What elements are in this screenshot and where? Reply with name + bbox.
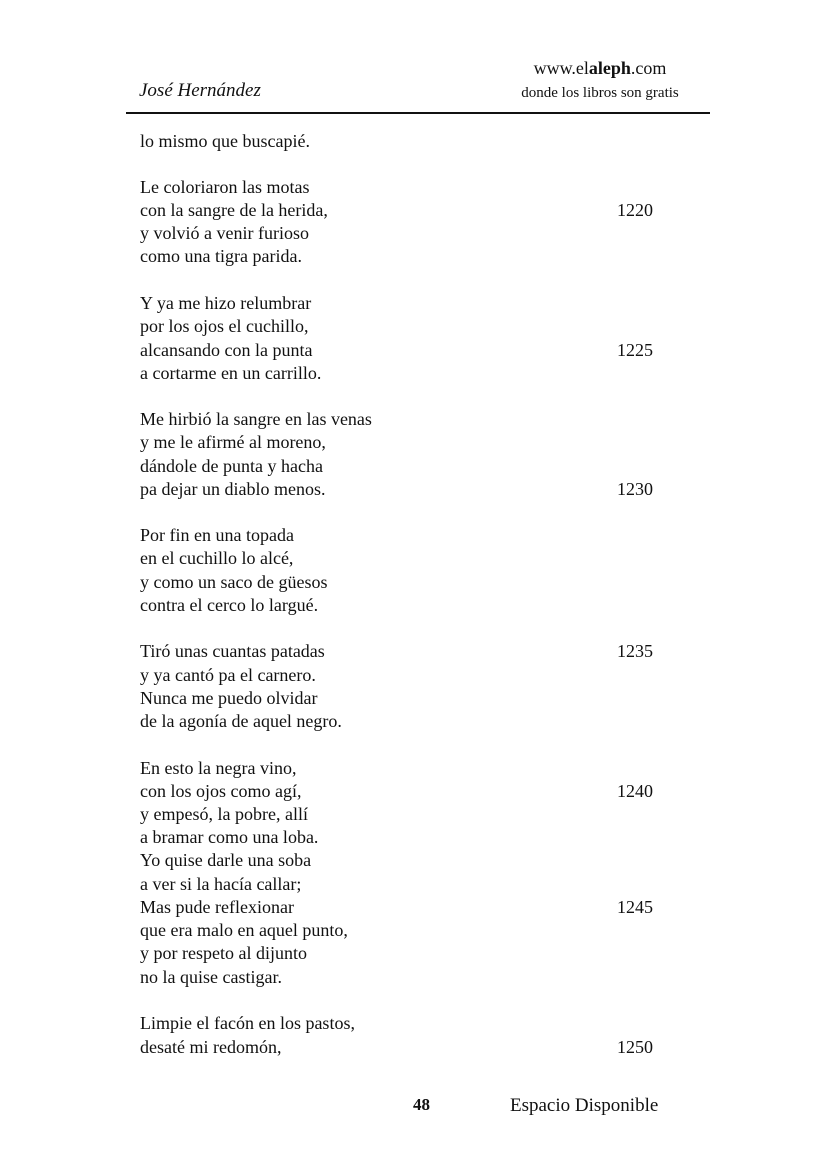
verse-line: desaté mi redomón, bbox=[140, 1037, 282, 1057]
verse-line: que era malo en aquel punto, bbox=[140, 920, 348, 940]
footer-note: Espacio Disponible bbox=[510, 1095, 659, 1116]
verse-line: y me le afirmé al moreno, bbox=[140, 432, 326, 452]
site-url-suffix: .com bbox=[630, 58, 667, 78]
verse-line: alcansando con la punta bbox=[140, 340, 313, 360]
verse-line: y volvió a venir furioso bbox=[140, 223, 309, 243]
verse-line: lo mismo que buscapié. bbox=[140, 131, 310, 151]
verse-line: de la agonía de aquel negro. bbox=[140, 711, 342, 731]
verse-line: dándole de punta y hacha bbox=[140, 456, 323, 476]
verse-line: contra el cerco lo largué. bbox=[140, 595, 319, 615]
verse-line: Y ya me hizo relumbrar bbox=[140, 293, 312, 313]
verse-line: como una tigra parida. bbox=[140, 246, 302, 266]
verse-line: por los ojos el cuchillo, bbox=[140, 316, 309, 336]
verse-line: a ver si la hacía callar; bbox=[140, 874, 302, 894]
verse-line: con los ojos como agí, bbox=[140, 781, 302, 801]
verse-line: y por respeto al dijunto bbox=[140, 943, 307, 963]
line-number: 1225 bbox=[617, 340, 653, 360]
verse-line: con la sangre de la herida, bbox=[140, 200, 328, 220]
author-name: José Hernández bbox=[139, 80, 261, 101]
line-number: 1240 bbox=[617, 781, 653, 801]
line-number: 1250 bbox=[617, 1037, 653, 1057]
line-number: 1220 bbox=[617, 200, 653, 220]
verse-line: En esto la negra vino, bbox=[140, 758, 297, 778]
line-number: 1245 bbox=[617, 897, 653, 917]
verse-line: no la quise castigar. bbox=[140, 967, 282, 987]
verse-line: Le coloriaron las motas bbox=[140, 177, 310, 197]
page-number: 48 bbox=[413, 1095, 430, 1114]
verse-line: Me hirbió la sangre en las venas bbox=[140, 409, 372, 429]
site-url-prefix: www.el bbox=[533, 58, 589, 78]
verse-line: Mas pude reflexionar bbox=[140, 897, 294, 917]
verse-line: a cortarme en un carrillo. bbox=[140, 363, 322, 383]
verse-line: y como un saco de güesos bbox=[140, 572, 328, 592]
verse-line: Nunca me puedo olvidar bbox=[140, 688, 318, 708]
verse-line: pa dejar un diablo menos. bbox=[140, 479, 326, 499]
line-number: 1230 bbox=[617, 479, 653, 499]
site-tagline: donde los libros son gratis bbox=[521, 85, 679, 101]
verse-line: en el cuchillo lo alcé, bbox=[140, 548, 294, 568]
verse-line: y ya cantó pa el carnero. bbox=[140, 665, 316, 685]
verse-line: Yo quise darle una soba bbox=[140, 850, 312, 870]
site-url-brand: aleph bbox=[588, 58, 631, 78]
verse-line: Tiró unas cuantas patadas bbox=[140, 641, 325, 661]
line-number: 1235 bbox=[617, 641, 653, 661]
verse-line: y empesó, la pobre, allí bbox=[140, 804, 308, 824]
verse-line: Limpie el facón en los pastos, bbox=[140, 1013, 355, 1033]
verse-line: a bramar como una loba. bbox=[140, 827, 319, 847]
verse-line: Por fin en una topada bbox=[140, 525, 294, 545]
